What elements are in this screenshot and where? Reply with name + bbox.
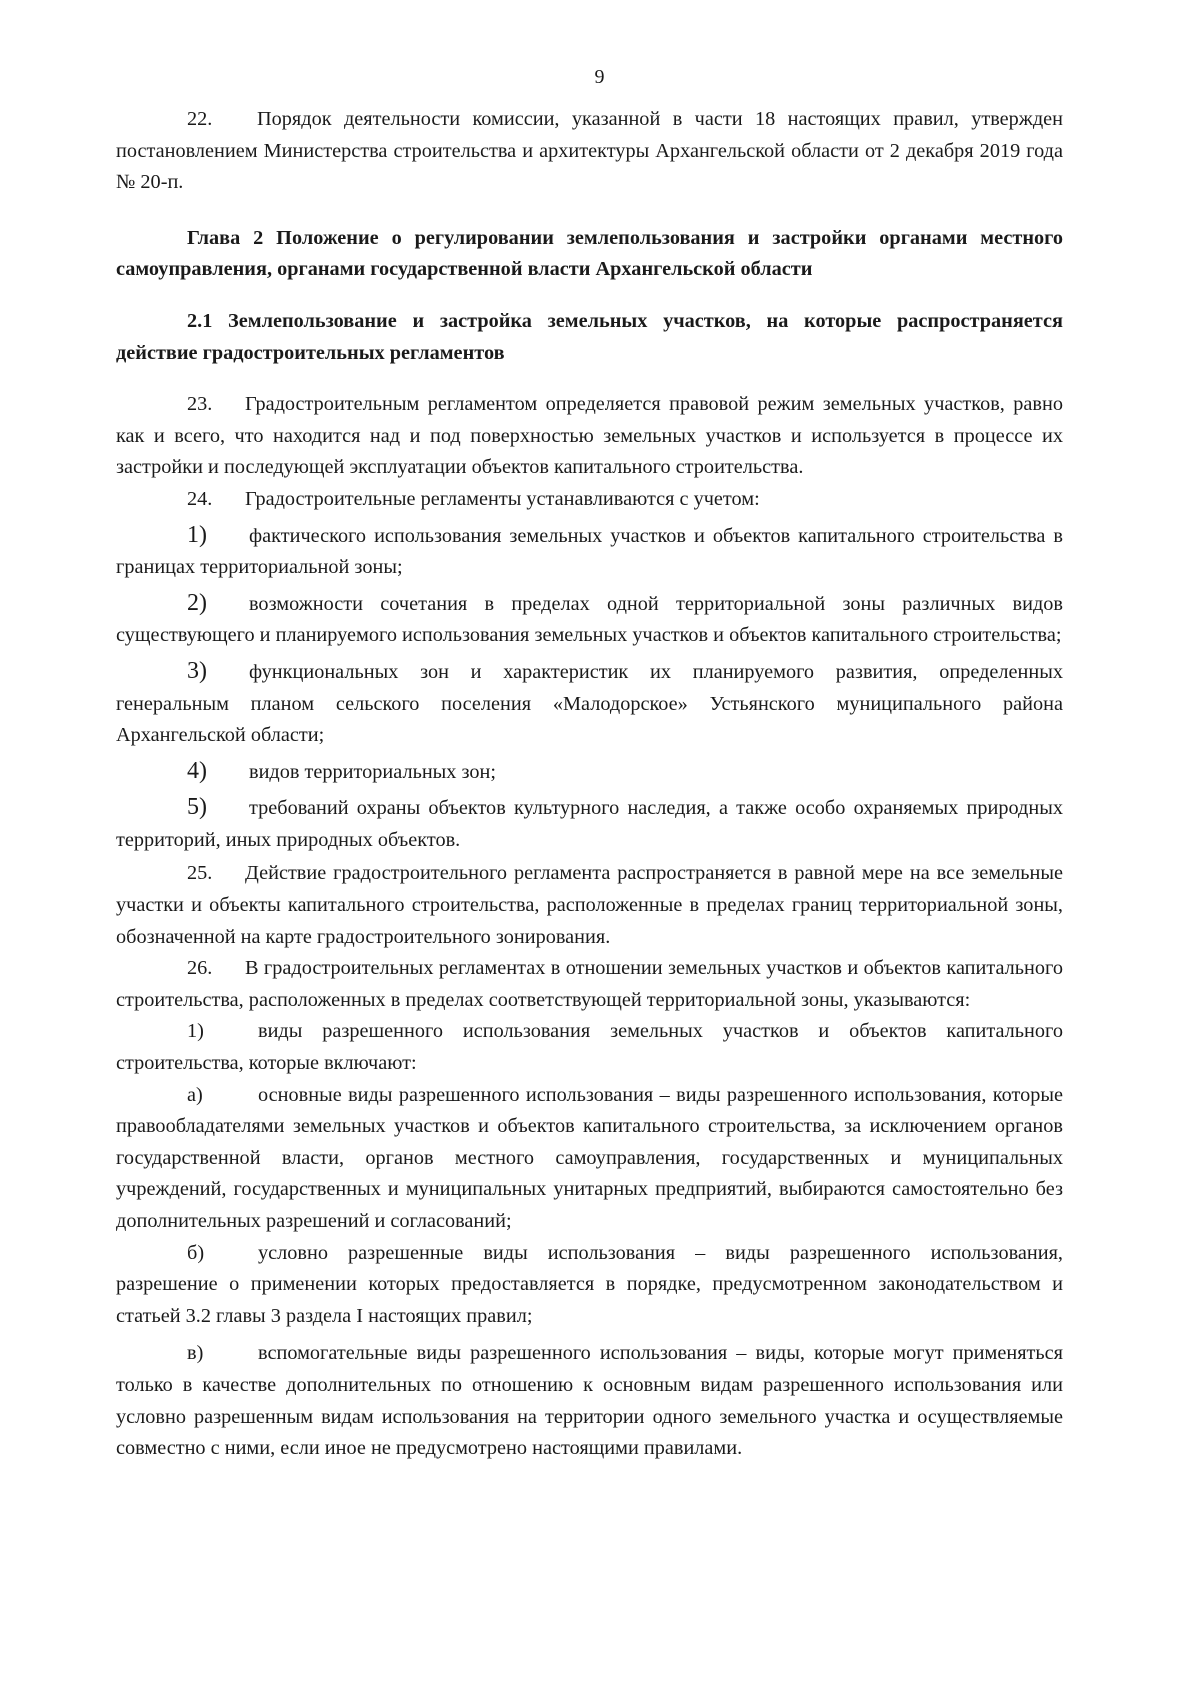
paragraph-number: 24. — [187, 487, 213, 510]
item-text: условно разрешенные виды использования – виды разрешенного использования, разрешение о применении которых предоставляется в порядке, предусмотренном законодательством и статьей 3.2 главы 3 раздела I настоящих правил; — [116, 1241, 1063, 1327]
item-number: 2) — [187, 589, 207, 616]
sub-item-b — [116, 1238, 1063, 1333]
item-number: 5) — [187, 794, 207, 821]
item-number: 1) — [187, 1020, 204, 1043]
item-text: фактического использования земельных участков и объектов капитального строительства в границах территориальной зоны; — [116, 524, 1063, 579]
item-number: 3) — [187, 657, 207, 684]
item-number: б) — [187, 1241, 205, 1264]
page-number: 9 — [594, 66, 605, 88]
item-text: вспомогательные виды разрешенного использования – виды, которые могут применяться только в качестве дополнительных по отношению к основным видам разрешенного использования или условно разрешенным видам использования на территории одного земельного участка и осуществляемые совместно с ними, если иное не предусмотрено настоящими правилами. — [116, 1342, 1063, 1460]
item-text: виды разрешенного использования земельных участков и объектов капитального строительства, которые включают: — [116, 1020, 1063, 1075]
list-item-24-4 — [116, 756, 1063, 789]
item-text: возможности сочетания в пределах одной территориальной зоны различных видов существующего и планируемого использования земельных участков и объектов капитального строительства; — [116, 592, 1063, 647]
list-item-24-1 — [116, 520, 1063, 584]
paragraph-24 — [116, 484, 1063, 516]
sub-item-v — [116, 1338, 1063, 1464]
item-text: требований охраны объектов культурного наследия, а также особо охраняемых природных территорий, иных природных объектов. — [116, 797, 1063, 851]
chapter-heading: Глава 2 Положение о регулировании землепользования и застройки органами местного самоуправления, органами государственной власти Архангельской области — [116, 226, 1063, 281]
paragraph-number: 22. — [187, 108, 213, 130]
paragraph-text: Градостроительные регламенты устанавливаются с учетом: — [245, 487, 760, 510]
list-item-24-2 — [116, 588, 1063, 652]
list-item-24-5 — [116, 792, 1063, 856]
paragraph-number: 25. — [187, 862, 213, 885]
item-text: видов территориальных зон; — [249, 760, 497, 783]
paragraph-number: 26. — [187, 957, 213, 980]
paragraph-22 — [116, 104, 1063, 199]
item-number: 1) — [187, 521, 207, 548]
list-item-24-3 — [116, 656, 1063, 752]
item-text: функциональных зон и характеристик их планируемого развития, определенных генеральным планом сельского поселения «Малодорское» Устьянского муниципального района Архангельской области; — [116, 660, 1063, 747]
item-number: в) — [187, 1342, 204, 1365]
list-item-26-1 — [116, 1016, 1063, 1079]
paragraph-text: Действие градостроительного регламента распространяется в равной мере на все земельные участки и объекты капитального строительства, расположенные в пределах границ территориальной зоны, обозначенной на карте градостроительного зонирования. — [116, 862, 1063, 948]
paragraph-23 — [116, 389, 1063, 484]
sub-item-a — [116, 1080, 1063, 1238]
paragraph-number: 23. — [187, 393, 213, 416]
paragraph-text: Порядок деятельности комиссии, указанной в части 18 настоящих правил, утвержден постановлением Министерства строительства и архитектуры Архангельской области от 2 декабря 2019 года № 20-п. — [116, 108, 1063, 194]
item-text: основные виды разрешенного использования – виды разрешенного использования, которые правообладателями земельных участков и объектов капитального строительства, за исключением органов государственной власти, органов местного самоуправления, государственных и муниципальных учреждений, государственных и муниципальных унитарных предприятий, выбираются самостоятельно без дополнительных разрешений и согласований; — [116, 1083, 1063, 1232]
paragraph-text: В градостроительных регламентах в отношении земельных участков и объектов капитального строительства, расположенных в пределах соответствующей территориальной зоны, указываются: — [116, 957, 1063, 1011]
item-number: 4) — [187, 757, 207, 784]
paragraph-25 — [116, 858, 1063, 953]
paragraph-26 — [116, 953, 1063, 1016]
paragraph-text: Градостроительным регламентом определяется правовой режим земельных участков, равно как и всего, что находится над и под поверхностью земельных участков и используется в процессе их застройки и последующей эксплуатации объектов капитального строительства. — [116, 393, 1063, 479]
section-heading: 2.1 Землепользование и застройка земельных участков, на которые распространяется действие градостроительных регламентов — [116, 309, 1063, 364]
item-number: а) — [187, 1083, 203, 1106]
